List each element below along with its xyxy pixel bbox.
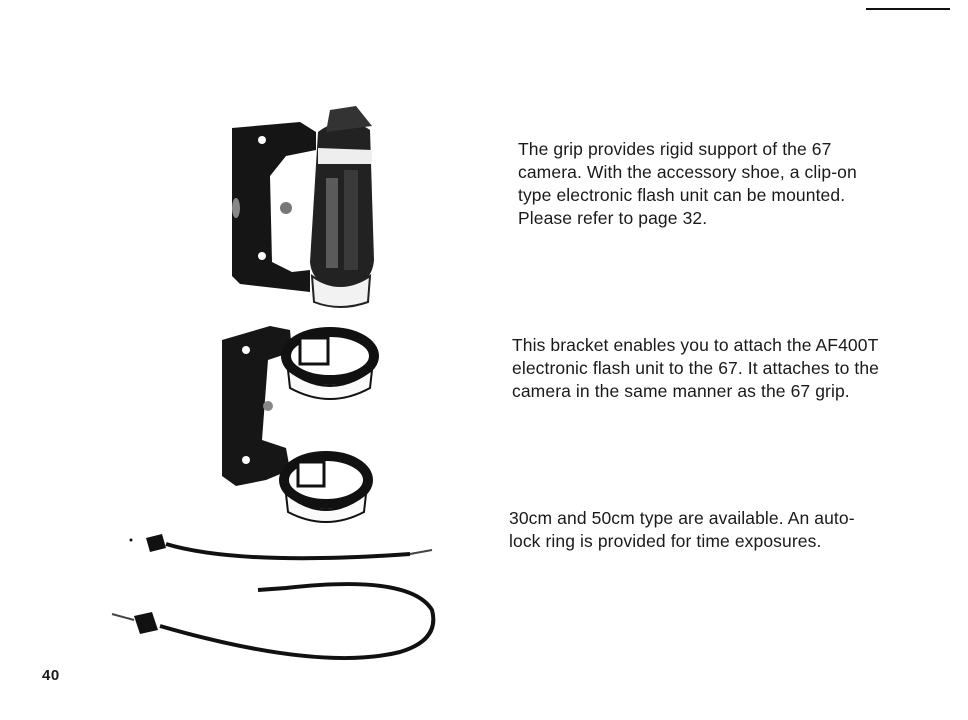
text-line: 30cm and 50cm type are available. An auto-: [509, 508, 855, 528]
text-line: The grip provides rigid support of the 67: [518, 139, 832, 159]
cable-release-illustration: [112, 534, 433, 658]
text-line: type electronic flash unit can be mounted.: [518, 185, 846, 205]
grip-description: [518, 138, 857, 230]
text-line: This bracket enables you to attach the AF400T: [512, 335, 879, 355]
cable-release-description: [509, 507, 855, 553]
flash-bracket-illustration: [222, 326, 374, 522]
text-line: electronic flash unit to the 67. It attaches to the: [512, 358, 879, 378]
text-line: lock ring is provided for time exposures.: [509, 531, 822, 551]
bracket-description: [512, 334, 879, 403]
text-line: Please refer to page 32.: [518, 208, 708, 228]
text-line: camera. With the accessory shoe, a clip-on: [518, 162, 857, 182]
camera-grip-illustration: [232, 106, 374, 307]
text-line: camera in the same manner as the 67 grip.: [512, 381, 850, 401]
page-number: 40: [42, 667, 60, 684]
